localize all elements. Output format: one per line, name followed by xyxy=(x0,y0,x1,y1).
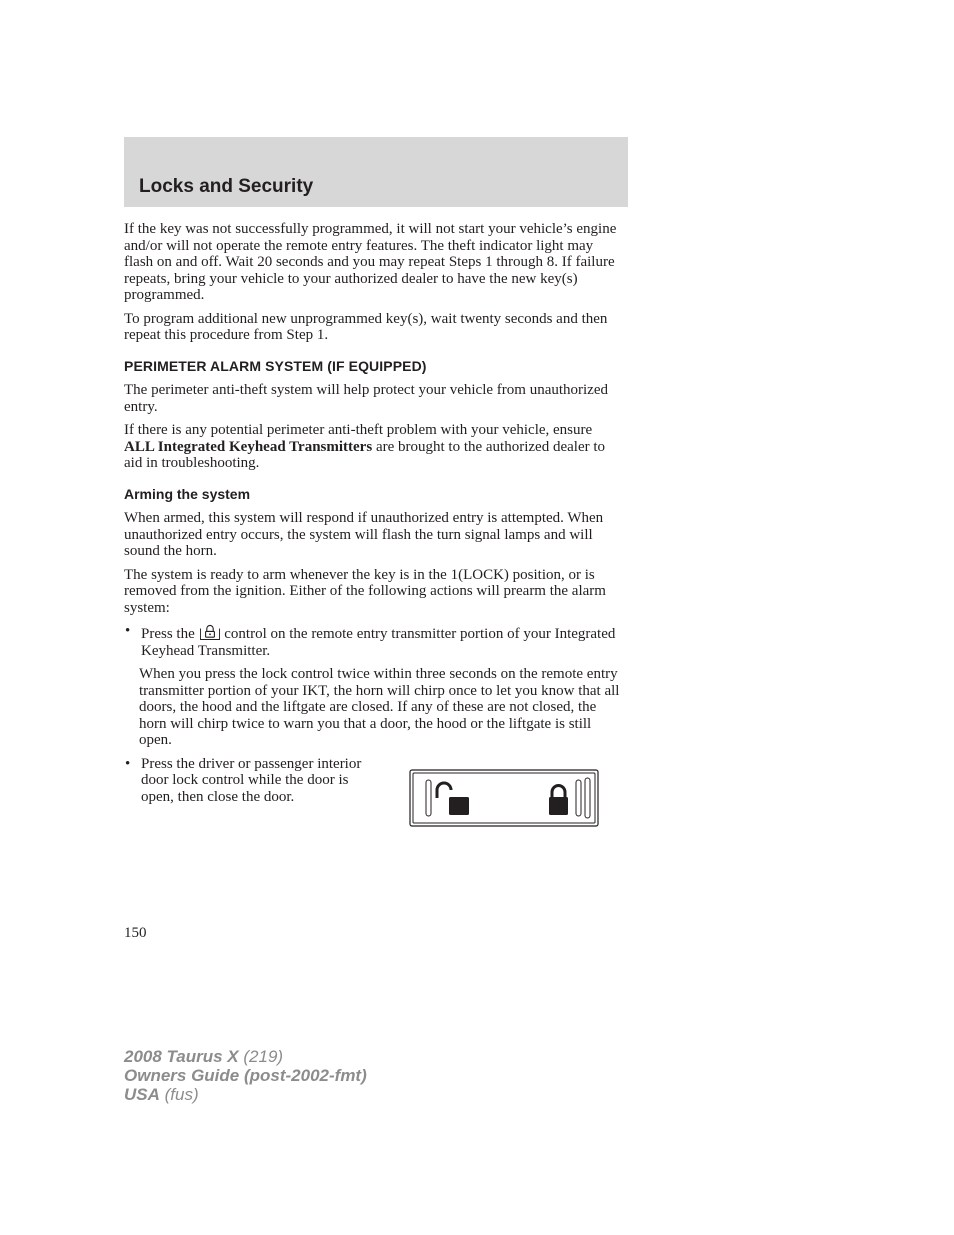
bullet1-note: When you press the lock control twice within three seconds on the remote entry transmitter portion of your IKT, the horn will chirp once to let you know that all doors, the hood and the liftgate are closed. If any of these are not closed, the horn will chirp twice to warn you that a door, the hood or the liftgate is still open. xyxy=(139,666,620,748)
footer-line-3 xyxy=(124,1085,367,1104)
footer-line-1 xyxy=(124,1047,367,1066)
footer-model-code: (219) xyxy=(238,1047,284,1066)
bullet1-text-start: Press the xyxy=(141,626,199,642)
perimeter-p2-end: are brought to the authorized dealer to aid in troubleshooting. xyxy=(124,438,606,471)
footer-market-code: (fus) xyxy=(159,1085,199,1104)
footer-model: 2008 Taurus X xyxy=(124,1047,239,1066)
bullet-item-door-lock xyxy=(124,756,366,806)
bullet-item-remote-lock xyxy=(124,623,624,659)
section-header-band xyxy=(124,137,628,207)
page-content xyxy=(124,221,624,812)
arming-paragraph-1: When armed, this system will respond if unauthorized entry is attempted. When unauthorized entry occurs, the system will flash the turn signal lamps and will sound the horn. xyxy=(124,510,604,559)
perimeter-alarm-heading: PERIMETER ALARM SYSTEM (IF EQUIPPED) xyxy=(124,357,427,374)
bullet-dot: • xyxy=(125,755,131,772)
arming-paragraph-2: The system is ready to arm whenever the key is in the 1(LOCK) position, or is removed from the ignition. Either of the following actions will prearm the alarm system: xyxy=(124,566,606,616)
section-title: Locks and Security xyxy=(139,176,314,197)
bullet1-text-end: control on the remote entry transmitter portion of your Integrated Keyhead Transmitter. xyxy=(141,626,616,659)
intro-paragraph-1: If the key was not successfully programmed, it will not start your vehicle’s engine and/or will not operate the remote entry features. The theft indicator light may flash on and off. Wait 20 seconds and you may repeat Steps 1 through 8. If failure repeats, bring your vehicle to your authorized dealer to have the new key(s) programmed. xyxy=(124,221,617,303)
perimeter-p2-start: If there is any potential perimeter anti-theft problem with your vehicle, ensure xyxy=(124,422,593,438)
page-number: 150 xyxy=(124,925,147,941)
perimeter-paragraph-1: The perimeter anti-theft system will help protect your vehicle from unauthorized entry. xyxy=(124,382,608,415)
arming-heading: Arming the system xyxy=(124,485,251,502)
bullet-dot: • xyxy=(125,623,131,639)
footer-line-2: Owners Guide (post-2002-fmt) xyxy=(124,1066,367,1085)
bullet2-text: Press the driver or passenger interior door lock control while the door is open, then close the door. xyxy=(141,755,362,805)
perimeter-p2-emphasis: ALL Integrated Keyhead Transmitters xyxy=(124,438,373,455)
perimeter-paragraph-2 xyxy=(124,422,624,472)
footer-market: USA xyxy=(124,1085,160,1104)
document-footer xyxy=(124,1047,367,1104)
lock-icon xyxy=(199,623,221,641)
door-lock-switch-icon xyxy=(409,769,599,827)
intro-paragraph-2: To program additional new unprogrammed key(s), wait twenty seconds and then repeat this procedure from Step 1. xyxy=(124,310,608,343)
